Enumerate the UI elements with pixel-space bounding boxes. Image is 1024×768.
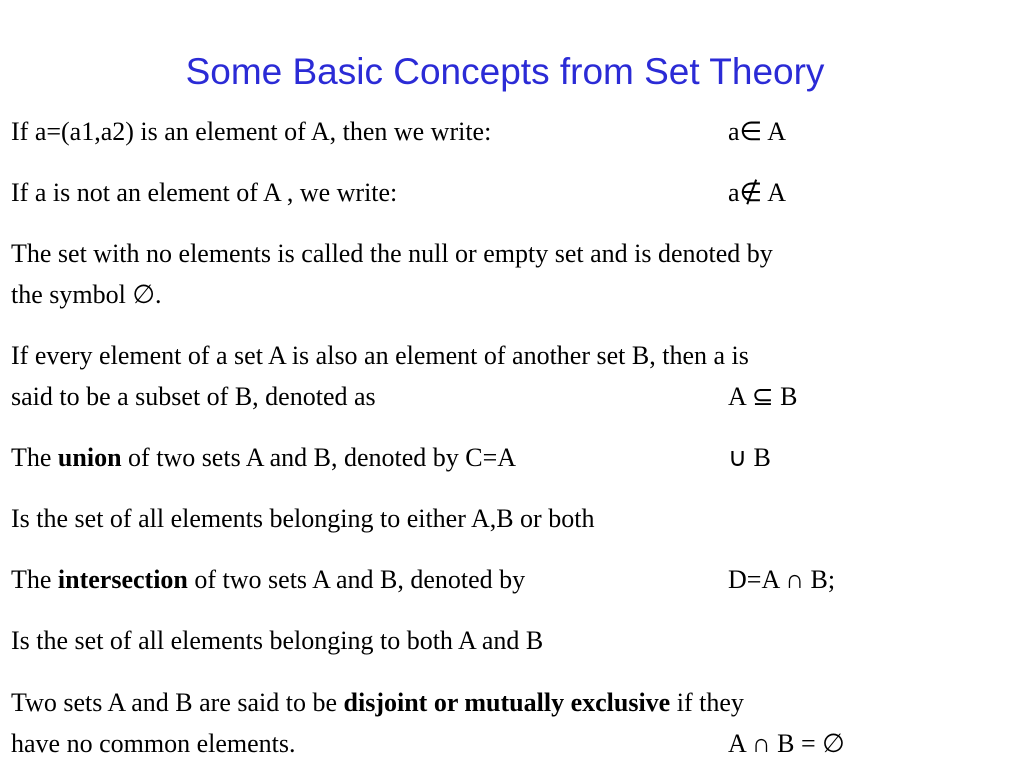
intersection-symbol: D=A ∩ B; bbox=[728, 565, 836, 594]
not-element-of-text: If a is not an element of A , we write: bbox=[11, 178, 398, 207]
subset-symbol: A ⊆ B bbox=[728, 382, 798, 411]
empty-set-line-1: The set with no elements is called the null or empty set and is denoted by bbox=[11, 239, 773, 268]
union-term: union bbox=[57, 443, 122, 472]
union-definition: Is the set of all elements belonging to either A,B or both bbox=[11, 504, 595, 533]
union-post: of two sets A and B, denoted by C=A bbox=[121, 443, 517, 472]
intersection-post: of two sets A and B, denoted by bbox=[187, 565, 526, 594]
union-symbol: ∪ B bbox=[728, 443, 771, 472]
disjoint-symbol: A ∩ B = ∅ bbox=[728, 729, 845, 758]
intersection-pre: The bbox=[11, 565, 58, 594]
disjoint-post: if they bbox=[670, 688, 744, 717]
union-pre: The bbox=[11, 443, 58, 472]
disjoint-line-1 bbox=[11, 688, 744, 718]
subset-line-1: If every element of a set A is also an element of another set B, then a is bbox=[11, 341, 749, 370]
subset-line-2: said to be a subset of B, denoted as bbox=[11, 382, 376, 411]
disjoint-term: disjoint or mutually exclusive bbox=[343, 688, 671, 717]
intersection-term: intersection bbox=[57, 565, 188, 594]
not-element-of-symbol: a∉ A bbox=[728, 178, 787, 207]
empty-set-line-2: the symbol ∅. bbox=[11, 280, 162, 309]
intersection-line bbox=[11, 565, 525, 595]
intersection-definition: Is the set of all elements belonging to both A and B bbox=[11, 626, 544, 655]
disjoint-pre: Two sets A and B are said to be bbox=[11, 688, 344, 717]
slide-title: Some Basic Concepts from Set Theory bbox=[185, 51, 825, 92]
union-line bbox=[11, 443, 516, 473]
disjoint-line-2: have no common elements. bbox=[11, 729, 296, 758]
element-of-text: If a=(a1,a2) is an element of A, then we write: bbox=[11, 117, 492, 146]
element-of-symbol: a∈ A bbox=[728, 117, 787, 146]
